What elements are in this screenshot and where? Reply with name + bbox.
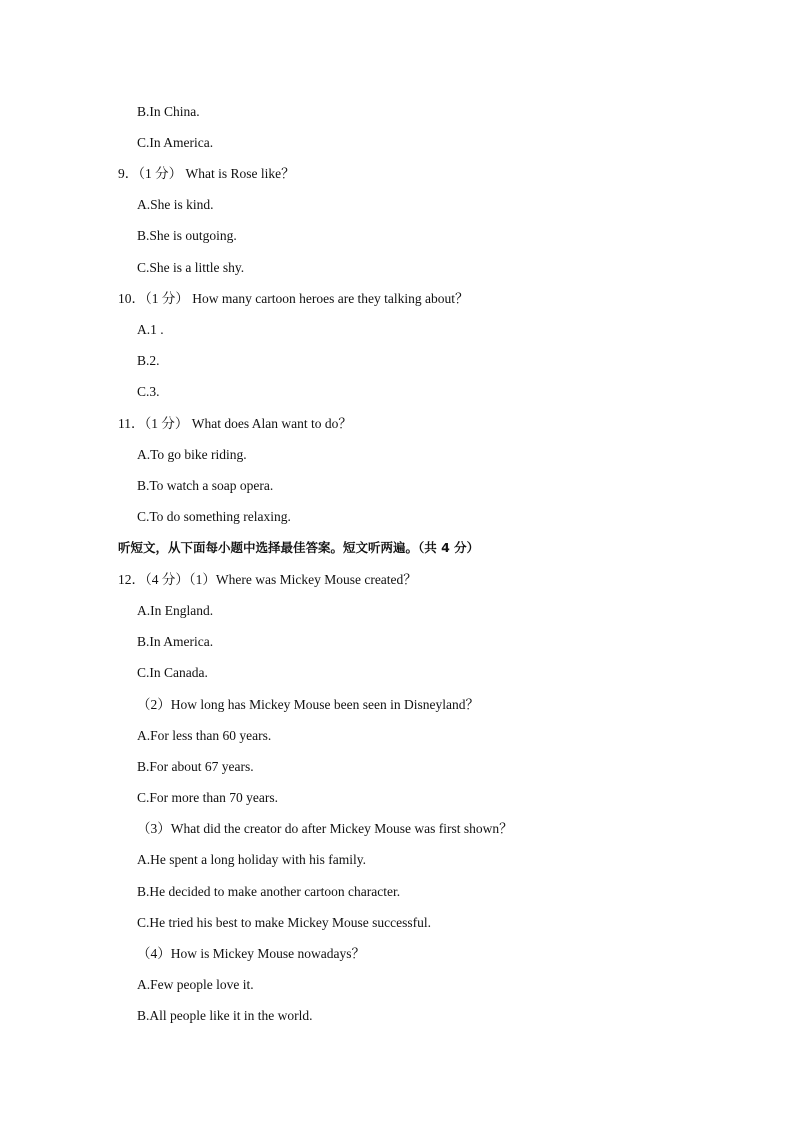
section-instruction: 听短文，从下面每小题中选择最佳答案。短文听两遍。（共 4 分） — [118, 540, 480, 555]
q10-header: 10．（1 分） How many cartoon heroes are they talking about？ — [118, 291, 469, 306]
q11-header: 11．（1 分） What does Alan want to do？ — [118, 416, 352, 431]
q10-option-c: C.3. — [137, 384, 160, 399]
q12-1-option-a: A.In England. — [137, 603, 214, 618]
q12-4-option-a: A.Few people love it. — [137, 977, 254, 992]
q12-2-option-a: A.For less than 60 years. — [137, 728, 272, 743]
q12-1-option-b: B.In America. — [137, 634, 214, 649]
q12-3-option-a: A.He spent a long holiday with his family. — [137, 852, 366, 867]
q12-4-option-b: B.All people like it in the world. — [137, 1008, 313, 1023]
q12-2-question: （2）How long has Mickey Mouse been seen in Disneyland？ — [137, 697, 479, 712]
q12-1-option-c: C.In Canada. — [137, 665, 208, 680]
q9-header: 9．（1 分） What is Rose like？ — [118, 166, 295, 181]
q12-4-question: （4）How is Mickey Mouse nowadays？ — [137, 946, 365, 961]
q10-option-a: A.1 . — [137, 322, 164, 337]
q9-option-b: B.She is outgoing. — [137, 228, 237, 243]
q9-option-a: A.She is kind. — [137, 197, 214, 212]
q12-3-option-b: B.He decided to make another cartoon character. — [137, 884, 401, 899]
q8-option-c: C.In America. — [137, 135, 214, 150]
q12-3-question: （3）What did the creator do after Mickey Mouse was first shown？ — [137, 821, 513, 836]
q8-option-b: B.In China. — [137, 104, 200, 119]
q11-option-c: C.To do something relaxing. — [137, 509, 291, 524]
q12-2-option-b: B.For about 67 years. — [137, 759, 254, 774]
q12-header: 12．（4 分）（1）Where was Mickey Mouse created？ — [118, 572, 417, 587]
q12-2-option-c: C.For more than 70 years. — [137, 790, 278, 805]
q11-option-a: A.To go bike riding. — [137, 447, 247, 462]
q9-option-c: C.She is a little shy. — [137, 260, 245, 275]
q10-option-b: B.2. — [137, 353, 160, 368]
q11-option-b: B.To watch a soap opera. — [137, 478, 274, 493]
q12-3-option-c: C.He tried his best to make Mickey Mouse successful. — [137, 915, 431, 930]
